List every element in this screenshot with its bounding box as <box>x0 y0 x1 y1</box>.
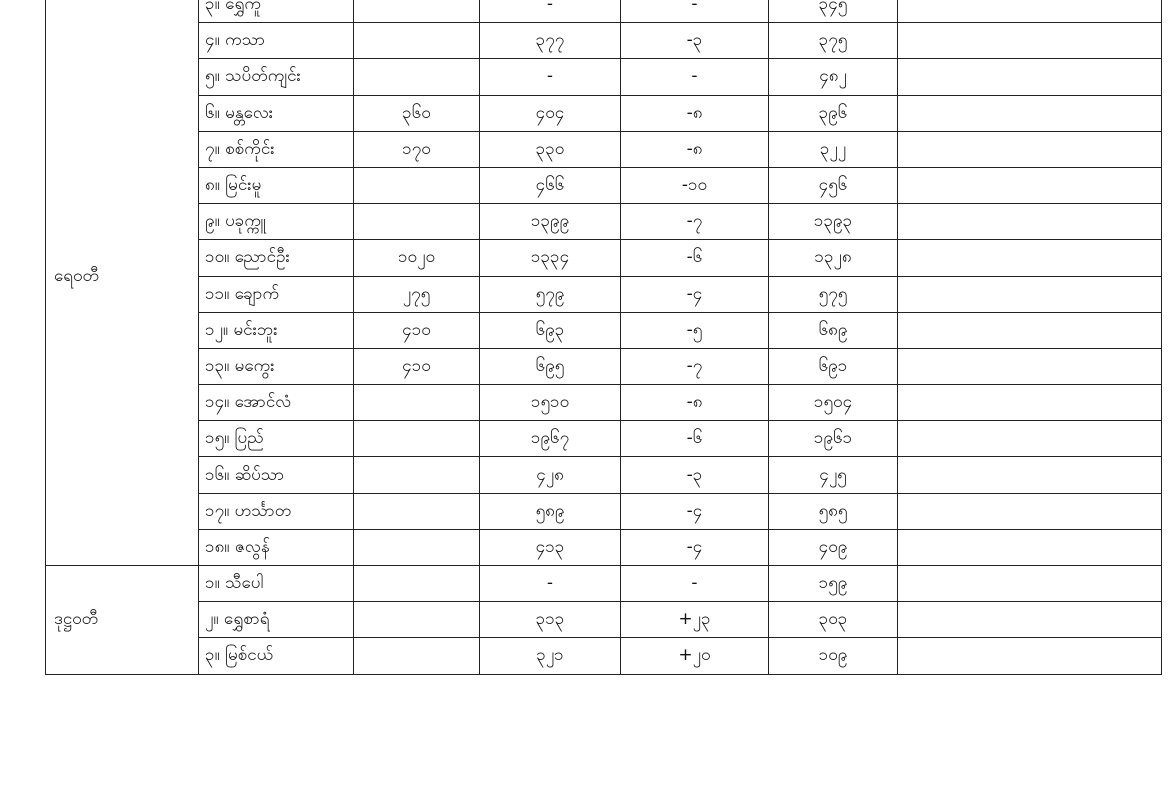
remarks-cell <box>898 23 1162 59</box>
change-cell: -၃ <box>621 23 769 59</box>
value-cell: ၃၀၃ <box>769 602 898 638</box>
value-cell <box>354 23 480 59</box>
remarks-cell <box>898 566 1162 602</box>
value-cell: ၄၀၄ <box>480 95 621 131</box>
value-cell: ၁၃၂၈ <box>769 240 898 276</box>
value-cell <box>354 566 480 602</box>
station-name-cell: ၁၆။ ဆိပ်သာ <box>199 457 354 493</box>
change-cell: -၃ <box>621 457 769 493</box>
change-cell: -၄ <box>621 529 769 565</box>
table-row <box>46 602 1162 638</box>
remarks-cell <box>898 348 1162 384</box>
table-row <box>46 131 1162 167</box>
value-cell: ၄၂၅ <box>769 457 898 493</box>
remarks-cell <box>898 421 1162 457</box>
change-cell: -၇ <box>621 204 769 240</box>
value-cell: ၅၇၉ <box>480 276 621 312</box>
change-cell: -၄ <box>621 493 769 529</box>
station-name-cell: ၁၂။ မင်းဘူး <box>199 312 354 348</box>
value-cell: - <box>480 566 621 602</box>
remarks-cell <box>898 167 1162 203</box>
station-name-cell: ၁။ သီပေါ <box>199 566 354 602</box>
station-name-cell: ၁၅။ ပြည် <box>199 421 354 457</box>
value-cell: ၁၅၀၄ <box>769 385 898 421</box>
value-cell: ၃၁၃ <box>480 602 621 638</box>
station-name-cell: ၈။ မြင်းမူ <box>199 167 354 203</box>
value-cell <box>354 167 480 203</box>
value-cell: ၃၆၀ <box>354 95 480 131</box>
value-cell: ၃၃၀ <box>480 131 621 167</box>
station-name-cell: ၁၄။ အောင်လံ <box>199 385 354 421</box>
value-cell: ၆၉၁ <box>769 348 898 384</box>
value-cell: ၁၀၂၀ <box>354 240 480 276</box>
station-name-cell: ၅။ သပိတ်ကျင်း <box>199 59 354 95</box>
table-row <box>46 457 1162 493</box>
change-cell: -၆ <box>621 421 769 457</box>
value-cell: ၄၀၉ <box>769 529 898 565</box>
value-cell: ၁၃၉၉ <box>480 204 621 240</box>
value-cell <box>354 59 480 95</box>
table-row <box>46 276 1162 312</box>
change-cell: +၂၀ <box>621 638 769 674</box>
remarks-cell <box>898 493 1162 529</box>
value-cell: ၁၀၉ <box>769 638 898 674</box>
value-cell <box>354 638 480 674</box>
group-cell: ရေဝတီ <box>46 0 199 566</box>
value-cell: ၁၉၆၁ <box>769 421 898 457</box>
remarks-cell <box>898 602 1162 638</box>
station-name-cell: ၃။ ရွှေကူ <box>199 0 354 23</box>
change-cell: - <box>621 566 769 602</box>
table-row <box>46 421 1162 457</box>
value-cell <box>354 529 480 565</box>
remarks-cell <box>898 59 1162 95</box>
value-cell: ၁၃၃၄ <box>480 240 621 276</box>
change-cell: +၂၃ <box>621 602 769 638</box>
value-cell: ၆၈၉ <box>769 312 898 348</box>
value-cell: ၄၅၆ <box>769 167 898 203</box>
station-name-cell: ၁၀။ ညောင်ဦး <box>199 240 354 276</box>
station-name-cell: ၁၈။ ဇလွန် <box>199 529 354 565</box>
value-cell: ၃၇၅ <box>769 23 898 59</box>
value-cell: ၃၉၆ <box>769 95 898 131</box>
change-cell: -၄ <box>621 276 769 312</box>
value-cell: ၁၅၁၀ <box>480 385 621 421</box>
station-name-cell: ၂။ ရွှေစာရံ <box>199 602 354 638</box>
group-cell: ဒုဋ္ဌဝတီ <box>46 566 199 675</box>
station-name-cell: ၆။ မန္တလေး <box>199 95 354 131</box>
value-cell: ၁၃၉၃ <box>769 204 898 240</box>
table-row <box>46 385 1162 421</box>
value-cell: ၂၇၅ <box>354 276 480 312</box>
remarks-cell <box>898 240 1162 276</box>
value-cell <box>354 385 480 421</box>
value-cell: ၁၅၉ <box>769 566 898 602</box>
table-row <box>46 566 1162 602</box>
value-cell: ၄၈၂ <box>769 59 898 95</box>
station-name-cell: ၄။ ကသာ <box>199 23 354 59</box>
remarks-cell <box>898 457 1162 493</box>
table-row <box>46 95 1162 131</box>
value-cell: ၃၇၇ <box>480 23 621 59</box>
value-cell: ၅၈၅ <box>769 493 898 529</box>
value-cell: ၄၁၃ <box>480 529 621 565</box>
table-row <box>46 23 1162 59</box>
value-cell <box>354 493 480 529</box>
station-name-cell: ၉။ ပခုက္ကူ <box>199 204 354 240</box>
table-row <box>46 493 1162 529</box>
remarks-cell <box>898 638 1162 674</box>
value-cell: ၄၁၀ <box>354 348 480 384</box>
station-name-cell: ၁၃။ မကွေး <box>199 348 354 384</box>
change-cell: -၅ <box>621 312 769 348</box>
remarks-cell <box>898 276 1162 312</box>
station-name-cell: ၁၁။ ချောက် <box>199 276 354 312</box>
change-cell: - <box>621 59 769 95</box>
remarks-cell <box>898 385 1162 421</box>
remarks-cell <box>898 131 1162 167</box>
value-cell <box>354 421 480 457</box>
table-row <box>46 312 1162 348</box>
change-cell: -၇ <box>621 348 769 384</box>
value-cell: ၁၉၆၇ <box>480 421 621 457</box>
value-cell: - <box>480 0 621 23</box>
value-cell <box>354 0 480 23</box>
table-body <box>46 0 1162 674</box>
value-cell: ၁၇၀ <box>354 131 480 167</box>
value-cell <box>354 204 480 240</box>
table-row <box>46 167 1162 203</box>
change-cell: -၈ <box>621 385 769 421</box>
change-cell: -၁၀ <box>621 167 769 203</box>
value-cell: ၃၂၂ <box>769 131 898 167</box>
water-level-table <box>45 0 1162 675</box>
table-row <box>46 0 1162 23</box>
value-cell: ၆၉၃ <box>480 312 621 348</box>
change-cell: -၆ <box>621 240 769 276</box>
change-cell: -၈ <box>621 131 769 167</box>
table-row <box>46 204 1162 240</box>
table-row <box>46 348 1162 384</box>
remarks-cell <box>898 0 1162 23</box>
value-cell: ၄၆၆ <box>480 167 621 203</box>
table-row <box>46 638 1162 674</box>
value-cell <box>354 602 480 638</box>
table-row <box>46 240 1162 276</box>
table-row <box>46 529 1162 565</box>
change-cell: - <box>621 0 769 23</box>
value-cell: ၅၈၉ <box>480 493 621 529</box>
value-cell: - <box>480 59 621 95</box>
table-row <box>46 59 1162 95</box>
station-name-cell: ၃။ မြစ်ငယ် <box>199 638 354 674</box>
value-cell: ၄၁၀ <box>354 312 480 348</box>
remarks-cell <box>898 312 1162 348</box>
remarks-cell <box>898 204 1162 240</box>
remarks-cell <box>898 529 1162 565</box>
station-name-cell: ၁၇။ ဟင်္သာတ <box>199 493 354 529</box>
value-cell: ၅၇၅ <box>769 276 898 312</box>
value-cell: ၃၄၅ <box>769 0 898 23</box>
value-cell: ၄၂၈ <box>480 457 621 493</box>
station-name-cell: ၇။ စစ်ကိုင်း <box>199 131 354 167</box>
change-cell: -၈ <box>621 95 769 131</box>
remarks-cell <box>898 95 1162 131</box>
value-cell: ၆၉၅ <box>480 348 621 384</box>
value-cell: ၃၂၁ <box>480 638 621 674</box>
value-cell <box>354 457 480 493</box>
